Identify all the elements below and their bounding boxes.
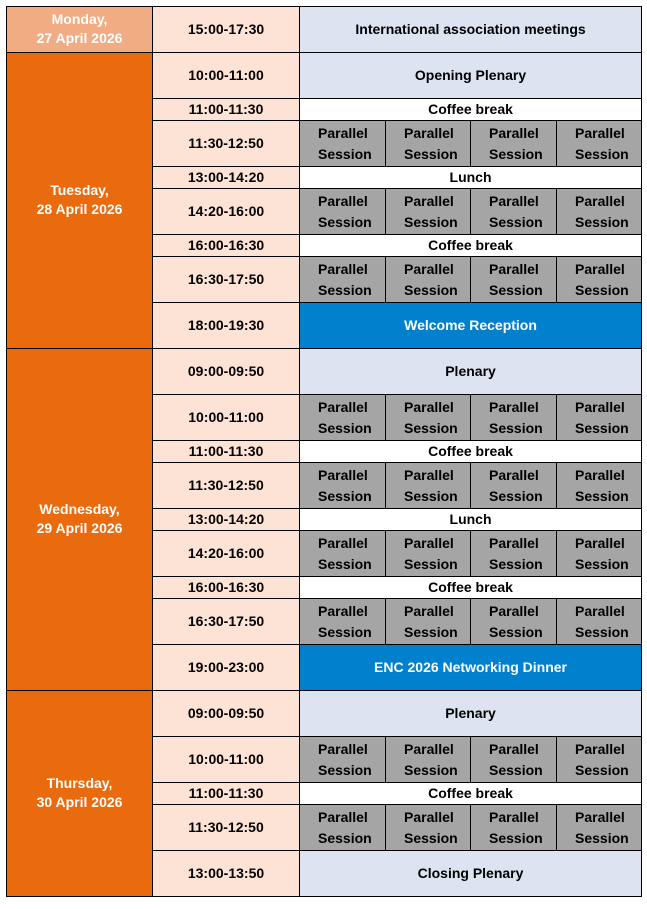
schedule-row	[7, 53, 642, 99]
session-word: Session	[575, 555, 629, 572]
session-word: Session	[489, 555, 543, 572]
session-word: Session	[489, 623, 543, 640]
break-cell: Lunch	[300, 509, 642, 531]
session-word: Session	[489, 145, 543, 162]
parallel-session-cell	[386, 463, 471, 509]
parallel-word: Parallel	[575, 398, 625, 415]
break-cell: Coffee break	[300, 441, 642, 463]
time-slot: 16:30-17:50	[153, 257, 300, 303]
time-slot: 15:00-17:30	[153, 7, 300, 53]
break-cell: Coffee break	[300, 235, 642, 257]
day-date: 27 April 2026	[36, 29, 123, 46]
highlight-event-cell: Welcome Reception	[300, 303, 642, 349]
parallel-session-cell	[386, 257, 471, 303]
session-word: Session	[489, 761, 543, 778]
session-word: Session	[318, 623, 372, 640]
conference-schedule-table	[6, 6, 642, 897]
session-word: Session	[404, 555, 458, 572]
parallel-session-cell	[557, 599, 642, 645]
session-word: Session	[404, 281, 458, 298]
day-name: Thursday,	[46, 774, 113, 791]
parallel-word: Parallel	[404, 466, 454, 483]
session-word: Session	[318, 145, 372, 162]
parallel-session-cell	[557, 395, 642, 441]
parallel-word: Parallel	[404, 808, 454, 825]
parallel-word: Parallel	[575, 740, 625, 757]
schedule-row	[7, 349, 642, 395]
parallel-word: Parallel	[318, 740, 368, 757]
day-label	[7, 53, 153, 349]
parallel-session-cell	[300, 189, 386, 235]
day-label	[7, 7, 153, 53]
parallel-session-cell	[386, 121, 471, 167]
parallel-word: Parallel	[318, 398, 368, 415]
session-word: Session	[404, 213, 458, 230]
parallel-word: Parallel	[404, 260, 454, 277]
session-word: Session	[318, 761, 372, 778]
parallel-session-cell	[386, 189, 471, 235]
time-slot: 11:00-11:30	[153, 99, 300, 121]
parallel-word: Parallel	[404, 534, 454, 551]
time-slot: 11:00-11:30	[153, 783, 300, 805]
parallel-word: Parallel	[575, 466, 625, 483]
day-date: 29 April 2026	[36, 519, 123, 536]
parallel-session-cell	[471, 189, 557, 235]
time-slot: 10:00-11:00	[153, 737, 300, 783]
time-slot: 11:30-12:50	[153, 463, 300, 509]
parallel-word: Parallel	[489, 192, 539, 209]
parallel-session-cell	[471, 531, 557, 577]
highlight-event-cell: ENC 2026 Networking Dinner	[300, 645, 642, 691]
session-word: Session	[489, 281, 543, 298]
session-word: Session	[575, 281, 629, 298]
day-label	[7, 691, 153, 897]
time-slot: 13:00-14:20	[153, 509, 300, 531]
break-cell: Coffee break	[300, 783, 642, 805]
session-word: Session	[489, 213, 543, 230]
parallel-session-cell	[557, 805, 642, 851]
session-word: Session	[575, 761, 629, 778]
parallel-word: Parallel	[575, 602, 625, 619]
time-slot: 19:00-23:00	[153, 645, 300, 691]
day-date: 30 April 2026	[36, 793, 123, 810]
session-word: Session	[575, 419, 629, 436]
parallel-session-cell	[300, 599, 386, 645]
parallel-session-cell	[300, 531, 386, 577]
parallel-word: Parallel	[575, 534, 625, 551]
session-word: Session	[404, 487, 458, 504]
time-slot: 11:30-12:50	[153, 805, 300, 851]
parallel-session-cell	[557, 257, 642, 303]
time-slot: 14:20-16:00	[153, 531, 300, 577]
parallel-session-cell	[386, 395, 471, 441]
event-cell: Closing Plenary	[300, 851, 642, 897]
parallel-word: Parallel	[318, 260, 368, 277]
session-word: Session	[575, 145, 629, 162]
event-cell: International association meetings	[300, 7, 642, 53]
time-slot: 09:00-09:50	[153, 691, 300, 737]
day-name: Tuesday,	[50, 181, 109, 198]
time-slot: 16:30-17:50	[153, 599, 300, 645]
session-word: Session	[318, 213, 372, 230]
parallel-word: Parallel	[318, 808, 368, 825]
parallel-word: Parallel	[404, 124, 454, 141]
break-cell: Coffee break	[300, 577, 642, 599]
day-date: 28 April 2026	[36, 200, 123, 217]
parallel-session-cell	[471, 737, 557, 783]
session-word: Session	[404, 829, 458, 846]
session-word: Session	[575, 213, 629, 230]
day-name: Wednesday,	[39, 500, 120, 517]
parallel-word: Parallel	[404, 398, 454, 415]
parallel-word: Parallel	[575, 808, 625, 825]
parallel-session-cell	[557, 737, 642, 783]
parallel-session-cell	[557, 189, 642, 235]
parallel-word: Parallel	[318, 124, 368, 141]
parallel-word: Parallel	[489, 740, 539, 757]
event-cell: Plenary	[300, 349, 642, 395]
parallel-word: Parallel	[575, 260, 625, 277]
time-slot: 18:00-19:30	[153, 303, 300, 349]
parallel-session-cell	[300, 805, 386, 851]
parallel-word: Parallel	[404, 602, 454, 619]
session-word: Session	[489, 829, 543, 846]
parallel-session-cell	[300, 257, 386, 303]
parallel-word: Parallel	[318, 466, 368, 483]
parallel-word: Parallel	[489, 466, 539, 483]
parallel-word: Parallel	[489, 534, 539, 551]
parallel-word: Parallel	[318, 534, 368, 551]
session-word: Session	[404, 761, 458, 778]
parallel-session-cell	[300, 121, 386, 167]
session-word: Session	[489, 487, 543, 504]
parallel-word: Parallel	[318, 602, 368, 619]
session-word: Session	[318, 419, 372, 436]
parallel-session-cell	[300, 463, 386, 509]
session-word: Session	[318, 281, 372, 298]
parallel-session-cell	[386, 531, 471, 577]
time-slot: 10:00-11:00	[153, 53, 300, 99]
time-slot: 11:30-12:50	[153, 121, 300, 167]
parallel-session-cell	[471, 121, 557, 167]
session-word: Session	[575, 623, 629, 640]
parallel-word: Parallel	[404, 192, 454, 209]
parallel-word: Parallel	[489, 808, 539, 825]
parallel-session-cell	[471, 805, 557, 851]
session-word: Session	[318, 487, 372, 504]
schedule-row	[7, 691, 642, 737]
parallel-session-cell	[300, 395, 386, 441]
event-cell: Plenary	[300, 691, 642, 737]
parallel-session-cell	[386, 737, 471, 783]
parallel-word: Parallel	[575, 192, 625, 209]
session-word: Session	[489, 419, 543, 436]
parallel-word: Parallel	[489, 602, 539, 619]
break-cell: Lunch	[300, 167, 642, 189]
time-slot: 16:00-16:30	[153, 235, 300, 257]
session-word: Session	[404, 145, 458, 162]
parallel-word: Parallel	[489, 124, 539, 141]
time-slot: 10:00-11:00	[153, 395, 300, 441]
parallel-session-cell	[471, 599, 557, 645]
parallel-session-cell	[557, 121, 642, 167]
day-name: Monday,	[51, 10, 108, 27]
parallel-session-cell	[386, 599, 471, 645]
parallel-session-cell	[300, 737, 386, 783]
parallel-word: Parallel	[575, 124, 625, 141]
session-word: Session	[575, 829, 629, 846]
session-word: Session	[404, 623, 458, 640]
time-slot: 14:20-16:00	[153, 189, 300, 235]
session-word: Session	[318, 829, 372, 846]
parallel-session-cell	[471, 395, 557, 441]
time-slot: 16:00-16:30	[153, 577, 300, 599]
session-word: Session	[404, 419, 458, 436]
parallel-session-cell	[471, 257, 557, 303]
day-label	[7, 349, 153, 691]
parallel-word: Parallel	[318, 192, 368, 209]
parallel-word: Parallel	[489, 398, 539, 415]
parallel-word: Parallel	[404, 740, 454, 757]
session-word: Session	[575, 487, 629, 504]
parallel-word: Parallel	[489, 260, 539, 277]
parallel-session-cell	[386, 805, 471, 851]
break-cell: Coffee break	[300, 99, 642, 121]
parallel-session-cell	[557, 531, 642, 577]
parallel-session-cell	[471, 463, 557, 509]
time-slot: 09:00-09:50	[153, 349, 300, 395]
session-word: Session	[318, 555, 372, 572]
time-slot: 13:00-13:50	[153, 851, 300, 897]
parallel-session-cell	[557, 463, 642, 509]
time-slot: 11:00-11:30	[153, 441, 300, 463]
time-slot: 13:00-14:20	[153, 167, 300, 189]
event-cell: Opening Plenary	[300, 53, 642, 99]
schedule-row	[7, 7, 642, 53]
